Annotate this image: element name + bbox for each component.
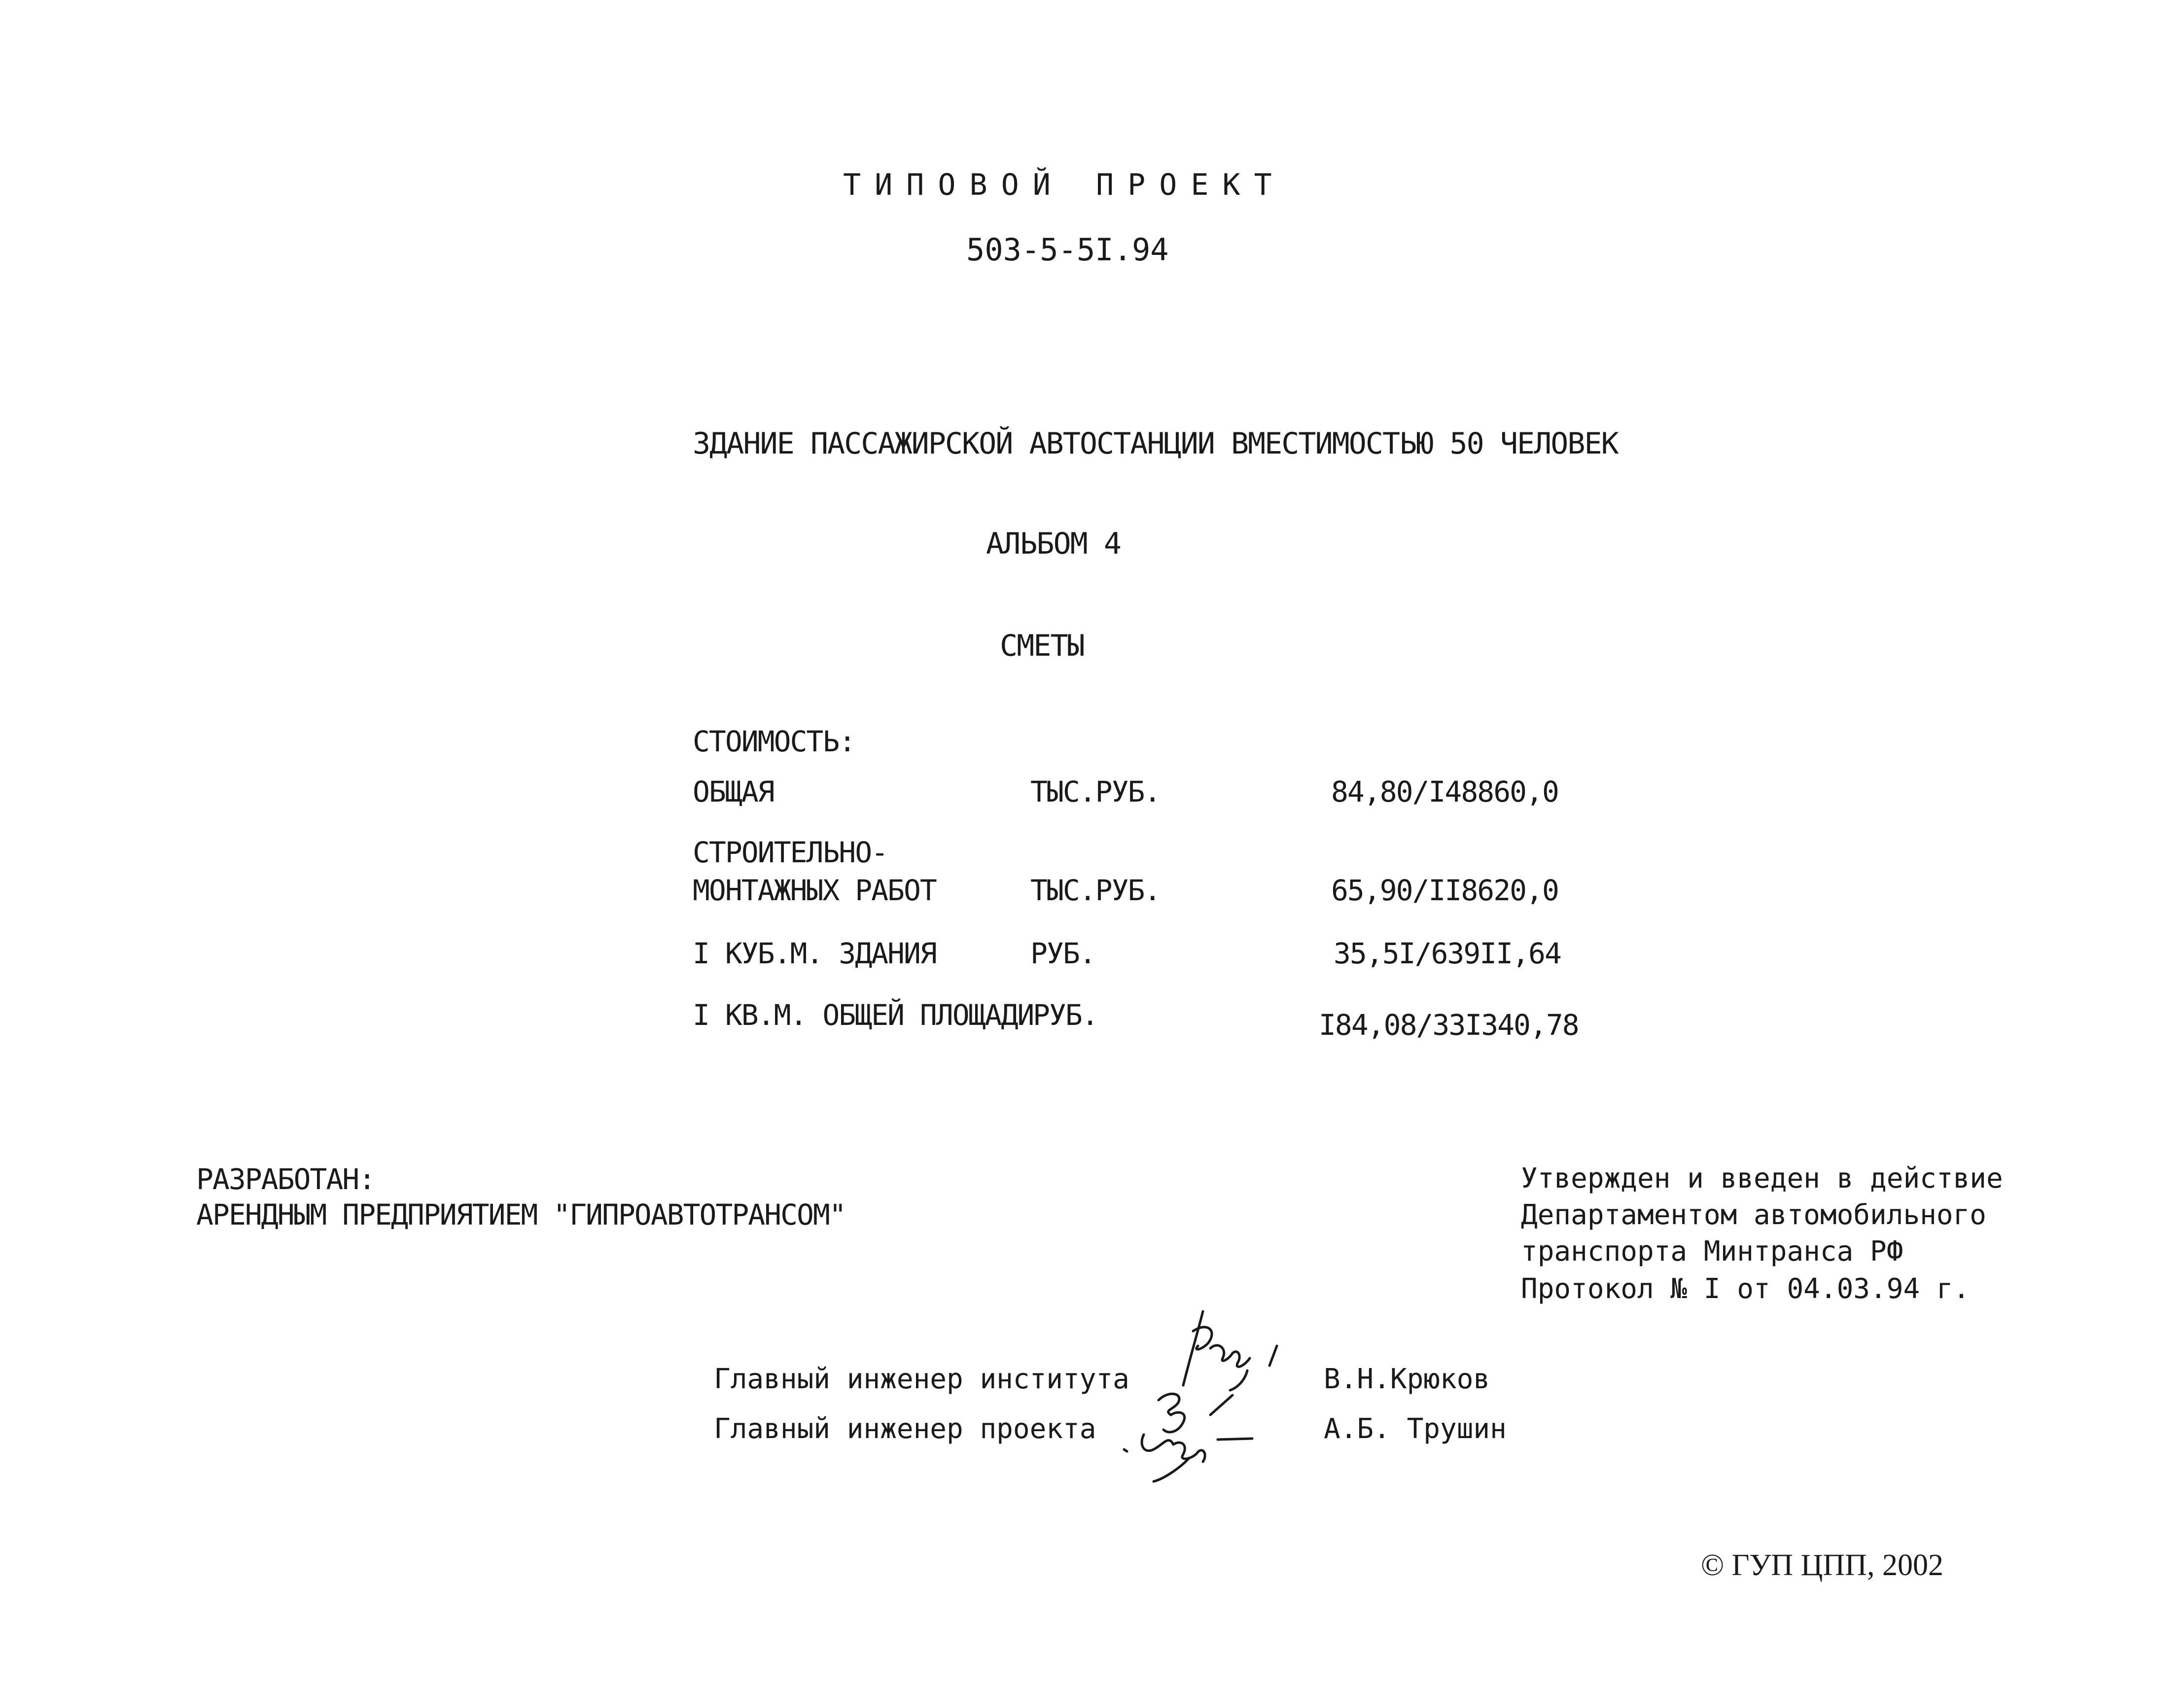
handwritten-signature-2 (1109, 1380, 1272, 1484)
cost-row-value: 65,90/II8620,0 (1331, 874, 1558, 907)
signature-name: В.Н.Крюков (1324, 1363, 1490, 1395)
approval-line: Департаментом автомобильного (1521, 1199, 1987, 1231)
cost-row-value: 35,5I/639II,64 (1334, 937, 1561, 970)
cost-row-unit: РУБ. (1030, 937, 1095, 970)
signature-role: Главный инженер проекта (714, 1413, 1096, 1445)
cost-row-label: МОНТАЖНЫХ РАБОТ (693, 874, 936, 907)
developer-heading: РАЗРАБОТАН: (196, 1162, 375, 1196)
cost-row-unit: ТЫС.РУБ. (1030, 874, 1161, 907)
section-label: СМЕТЫ (1000, 629, 1084, 663)
approval-line: Протокол № I от 04.03.94 г. (1521, 1273, 1970, 1305)
developer-org: АРЕНДНЫМ ПРЕДПРИЯТИЕМ "ГИПРОАВТОТРАНСОМ" (196, 1198, 845, 1232)
cost-row-value: I84,08/33I340,78 (1319, 1008, 1579, 1042)
approval-line: транспорта Минтранса РФ (1521, 1235, 1903, 1267)
cost-row-unit: РУБ. (1033, 998, 1098, 1032)
document-type: ТИПОВОЙ ПРОЕКТ (843, 168, 1286, 202)
cost-row-label: ОБЩАЯ (693, 775, 774, 809)
signature-name: А.Б. Трушин (1324, 1413, 1507, 1445)
document-number: 503-5-5I.94 (966, 232, 1169, 268)
copyright-notice: © ГУП ЦПП, 2002 (1701, 1548, 1943, 1582)
signature-role: Главный инженер института (714, 1363, 1129, 1395)
cost-heading: СТОИМОСТЬ: (693, 725, 855, 758)
approval-line: Утвержден и введен в действие (1521, 1162, 2003, 1195)
cost-row-label: СТРОИТЕЛЬНО- (693, 836, 888, 869)
cost-row-value: 84,80/I48860,0 (1331, 775, 1558, 809)
building-title: ЗДАНИЕ ПАССАЖИРСКОЙ АВТОСТАНЦИИ ВМЕСТИМОСТЬЮ 50 ЧЕЛОВЕК (693, 426, 1618, 461)
cost-row-label: I КУБ.М. ЗДАНИЯ (693, 937, 936, 970)
album-label: АЛЬБОМ 4 (986, 527, 1121, 561)
cost-row-unit: ТЫС.РУБ. (1030, 775, 1161, 809)
cost-row-label: I КВ.М. ОБЩЕЙ ПЛОЩАДИ (693, 998, 1034, 1032)
